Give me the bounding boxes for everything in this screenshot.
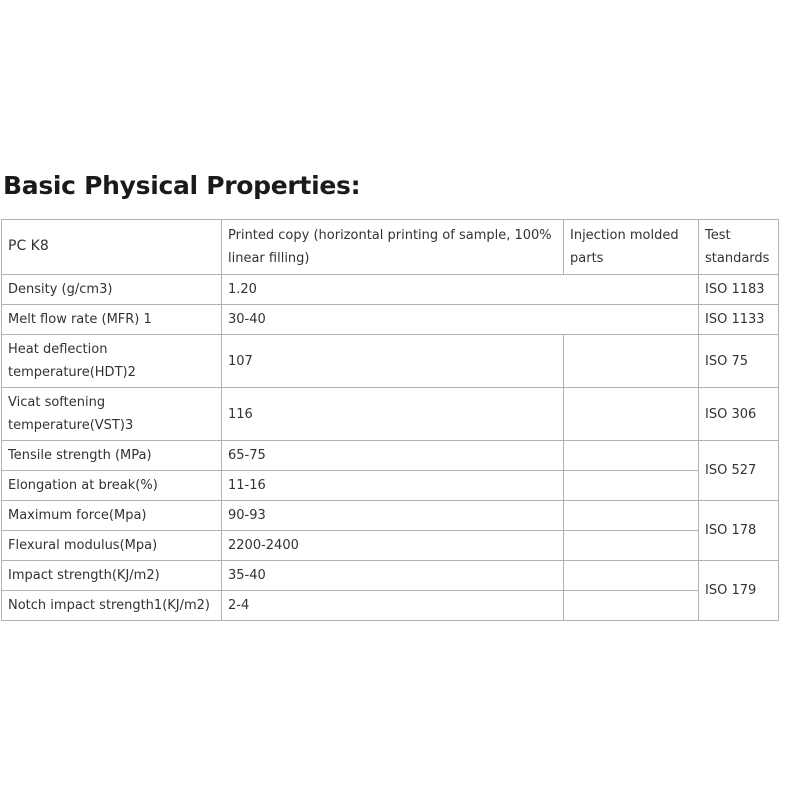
- standard-cell: ISO 75: [699, 335, 779, 388]
- printed-value-cell: 30-40: [222, 305, 699, 335]
- injection-value-cell: [564, 335, 699, 388]
- property-cell: Melt flow rate (MFR) 1: [2, 305, 222, 335]
- injection-value-cell: [564, 561, 699, 591]
- printed-value-cell: 1.20: [222, 275, 699, 305]
- table-row: [2, 335, 779, 388]
- table-header-row: [2, 220, 779, 275]
- printed-value-cell: 2200-2400: [222, 531, 564, 561]
- standard-cell: ISO 1133: [699, 305, 779, 335]
- standard-cell: ISO 306: [699, 388, 779, 441]
- injection-value-cell: [564, 441, 699, 471]
- page-title: Basic Physical Properties:: [3, 171, 361, 200]
- property-cell: Elongation at break(%): [2, 471, 222, 501]
- injection-value-cell: [564, 501, 699, 531]
- table-row: [2, 441, 779, 471]
- table-row: [2, 591, 779, 621]
- table-row: [2, 531, 779, 561]
- header-cell-material: [2, 220, 222, 275]
- header-cell-injection: Injection molded parts: [564, 220, 699, 275]
- table-row: [2, 275, 779, 305]
- property-cell: Vicat softening temperature(VST)3: [2, 388, 222, 441]
- property-cell: Maximum force(Mpa): [2, 501, 222, 531]
- table-row: [2, 305, 779, 335]
- property-cell: Flexural modulus(Mpa): [2, 531, 222, 561]
- printed-value-cell: 2-4: [222, 591, 564, 621]
- standard-cell: ISO 178: [699, 501, 779, 561]
- header-cell-printed: Printed copy (horizontal printing of sample, 100% linear filling): [222, 220, 564, 275]
- property-cell: Density (g/cm3): [2, 275, 222, 305]
- printed-value-cell: 107: [222, 335, 564, 388]
- table-row: [2, 561, 779, 591]
- printed-value-cell: 116: [222, 388, 564, 441]
- printed-value-cell: 35-40: [222, 561, 564, 591]
- printed-value-cell: 11-16: [222, 471, 564, 501]
- injection-value-cell: [564, 591, 699, 621]
- table-row: [2, 501, 779, 531]
- property-cell: Tensile strength (MPa): [2, 441, 222, 471]
- standard-cell: ISO 1183: [699, 275, 779, 305]
- property-cell: Notch impact strength1(KJ/m2): [2, 591, 222, 621]
- printed-value-cell: 65-75: [222, 441, 564, 471]
- property-cell: Impact strength(KJ/m2): [2, 561, 222, 591]
- material-name: PC K8: [8, 238, 49, 254]
- printed-value-cell: 90-93: [222, 501, 564, 531]
- properties-table: [1, 219, 779, 621]
- standard-cell: ISO 179: [699, 561, 779, 621]
- injection-value-cell: [564, 531, 699, 561]
- table-row: [2, 471, 779, 501]
- property-cell: Heat deflection temperature(HDT)2: [2, 335, 222, 388]
- header-cell-standards: Test standards: [699, 220, 779, 275]
- injection-value-cell: [564, 471, 699, 501]
- injection-value-cell: [564, 388, 699, 441]
- table-row: [2, 388, 779, 441]
- standard-cell: ISO 527: [699, 441, 779, 501]
